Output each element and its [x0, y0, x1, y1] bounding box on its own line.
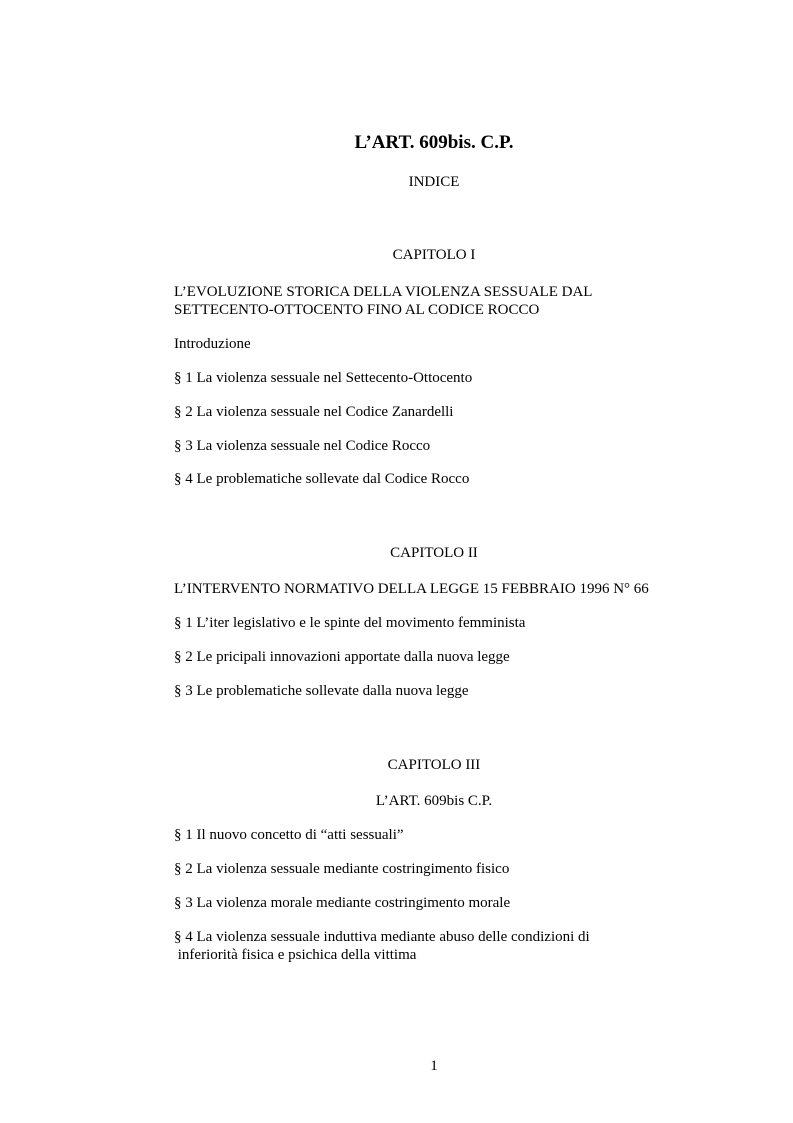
- chapter-3-entry-line-1: § 4 La violenza sessuale induttiva mediante abuso delle condizioni di: [174, 929, 590, 945]
- chapter-3-heading: CAPITOLO III: [387, 757, 481, 773]
- chapter-1-title-line-2: SETTECENTO-OTTOCENTO FINO AL CODICE ROCCO: [174, 302, 540, 318]
- page-number: 1: [430, 1058, 438, 1074]
- chapter-1-entry: § 4 Le problematiche sollevate dal Codice Rocco: [174, 471, 470, 487]
- index-heading: INDICE: [408, 174, 460, 190]
- chapter-1-entry: Introduzione: [174, 336, 251, 352]
- chapter-2-heading: CAPITOLO II: [390, 545, 478, 561]
- chapter-1-title-line-1: L’EVOLUZIONE STORICA DELLA VIOLENZA SESSUALE DAL: [174, 284, 593, 300]
- chapter-1-entry: § 1 La violenza sessuale nel Settecento-Ottocento: [174, 370, 473, 386]
- page-title: L’ART. 609bis. C.P.: [354, 132, 514, 153]
- chapter-1-entry: § 3 La violenza sessuale nel Codice Rocco: [174, 438, 431, 454]
- chapter-3-subheading: L’ART. 609bis C.P.: [375, 793, 493, 809]
- chapter-2-entry: § 3 Le problematiche sollevate dalla nuova legge: [174, 683, 469, 699]
- chapter-2-title: L’INTERVENTO NORMATIVO DELLA LEGGE 15 FEBBRAIO 1996 N° 66: [174, 581, 649, 597]
- chapter-3-entry-line-2: inferiorità fisica e psichica della vittima: [174, 947, 417, 963]
- chapter-2-entry: § 2 Le pricipali innovazioni apportate dalla nuova legge: [174, 649, 510, 665]
- chapter-3-entry: § 1 Il nuovo concetto di “atti sessuali”: [174, 827, 404, 843]
- chapter-3-entry: § 3 La violenza morale mediante costringimento morale: [174, 895, 511, 911]
- chapter-2-entry: § 1 L’iter legislativo e le spinte del movimento femminista: [174, 615, 526, 631]
- chapter-3-entry: § 2 La violenza sessuale mediante costringimento fisico: [174, 861, 510, 877]
- chapter-1-heading: CAPITOLO I: [392, 247, 476, 263]
- chapter-1-entry: § 2 La violenza sessuale nel Codice Zanardelli: [174, 404, 454, 420]
